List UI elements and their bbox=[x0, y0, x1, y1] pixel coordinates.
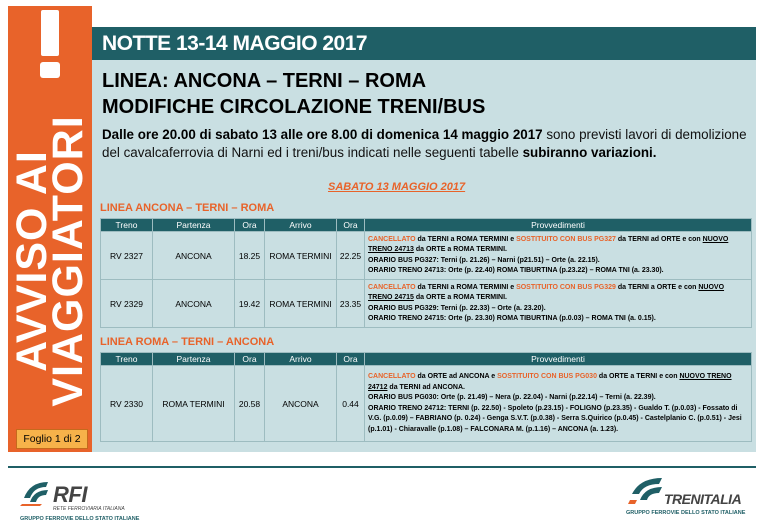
cell-treno: RV 2329 bbox=[101, 280, 153, 328]
sidebar bbox=[8, 6, 92, 452]
table-row bbox=[101, 280, 752, 328]
col-header: Ora bbox=[337, 219, 365, 232]
rfi-logo-icon bbox=[20, 478, 50, 506]
cell-provvedimenti: CANCELLATO da TERNI a ROMA TERMINI e SOSTITUITO CON BUS PG329 da TERNI a ORTE e con NUOVO TRENO 24715 da ORTE a ROMA TERMINI. ORARIO BUS PG329: Terni (p. 22.33) – Orte (a. 23.20). ORARIO TRENO 24715: Orte (p. 23.30) ROMA TIBURTINA (p.0.03) – ROMA TNI (a. 0.15). bbox=[365, 280, 752, 328]
intro-bold: Dalle ore 20.00 di sabato 13 alle ore 8.00 di domenica 14 maggio 2017 bbox=[102, 127, 543, 142]
exclamation-icon bbox=[38, 10, 62, 78]
table-header-row bbox=[101, 353, 752, 366]
cell-treno: RV 2327 bbox=[101, 232, 153, 280]
cell-provvedimenti: CANCELLATO da TERNI a ROMA TERMINI e SOSTITUITO CON BUS PG327 da TERNI ad ORTE e con NUOVO TRENO 24713 da ORTE a ROMA TERMINI. ORARIO BUS PG327: Terni (p. 21.26) – Narni (p21.51) – Orte (a. 22.15). ORARIO TRENO 24713: Orte (p. 22.40) ROMA TIBURTINA (p.23.22) – ROMA TNI (a. 23.30). bbox=[365, 232, 752, 280]
intro-text1: sono previsti lavori di demolizione del cavalcaferrovia di Narni ed i treni/bus indicati nelle seguenti tabelle bbox=[102, 127, 747, 160]
header-band bbox=[92, 27, 756, 60]
cell-ora-arrivo: 23.35 bbox=[337, 280, 365, 328]
line-title-block bbox=[102, 68, 485, 120]
col-header: Provvedimenti bbox=[365, 353, 752, 366]
section2-title: LINEA ROMA – TERNI – ANCONA bbox=[100, 336, 275, 348]
footer-divider bbox=[8, 466, 756, 468]
cell-ora-partenza: 20.58 bbox=[235, 366, 265, 442]
cell-ora-arrivo: 0.44 bbox=[337, 366, 365, 442]
cell-partenza: ANCONA bbox=[153, 280, 235, 328]
vertical-line2: VIAGGIATORI bbox=[44, 115, 92, 407]
main-panel bbox=[92, 60, 756, 452]
col-header: Treno bbox=[101, 219, 153, 232]
col-header: Provvedimenti bbox=[365, 219, 752, 232]
table-row bbox=[101, 366, 752, 442]
rfi-name: RFI bbox=[53, 482, 87, 507]
section2-table bbox=[100, 352, 752, 442]
rfi-subtitle: RETE FERROVIARIA ITALIANA bbox=[53, 506, 125, 512]
cell-partenza: ROMA TERMINI bbox=[153, 366, 235, 442]
cell-ora-partenza: 19.42 bbox=[235, 280, 265, 328]
alert-box bbox=[8, 6, 92, 82]
col-header: Ora bbox=[235, 219, 265, 232]
intro-bold2: subiranno variazioni. bbox=[522, 144, 657, 160]
col-header: Treno bbox=[101, 353, 153, 366]
vertical-notice bbox=[8, 96, 92, 426]
cell-arrivo: ANCONA bbox=[265, 366, 337, 442]
col-header: Arrivo bbox=[265, 353, 337, 366]
date-subtitle: SABATO 13 MAGGIO 2017 bbox=[328, 181, 466, 193]
trenitalia-group: GRUPPO FERROVIE DELLO STATO ITALIANE bbox=[626, 510, 746, 516]
col-header: Partenza bbox=[153, 219, 235, 232]
trenitalia-logo-icon bbox=[628, 476, 664, 504]
date-title: NOTTE 13-14 MAGGIO 2017 bbox=[102, 32, 368, 55]
table-row bbox=[101, 232, 752, 280]
line-title: LINEA: ANCONA – TERNI – ROMA bbox=[102, 70, 427, 92]
col-header: Ora bbox=[337, 353, 365, 366]
cell-arrivo: ROMA TERMINI bbox=[265, 232, 337, 280]
trenitalia-name: TRENITALIA bbox=[664, 491, 742, 507]
vertical-line1: AVVISO AI bbox=[8, 150, 56, 372]
cell-partenza: ANCONA bbox=[153, 232, 235, 280]
cell-treno: RV 2330 bbox=[101, 366, 153, 442]
section1-title: LINEA ANCONA – TERNI – ROMA bbox=[100, 202, 275, 214]
col-header: Arrivo bbox=[265, 219, 337, 232]
col-header: Ora bbox=[235, 353, 265, 366]
intro-text bbox=[102, 126, 747, 161]
subtitle: MODIFICHE CIRCOLAZIONE TRENI/BUS bbox=[102, 96, 486, 118]
page-info: Foglio 1 di 2 bbox=[16, 429, 88, 449]
cell-ora-arrivo: 22.25 bbox=[337, 232, 365, 280]
cell-ora-partenza: 18.25 bbox=[235, 232, 265, 280]
col-header: Partenza bbox=[153, 353, 235, 366]
rfi-group: GRUPPO FERROVIE DELLO STATO ITALIANE bbox=[20, 516, 140, 522]
cell-arrivo: ROMA TERMINI bbox=[265, 280, 337, 328]
section1-table bbox=[100, 218, 752, 328]
table-header-row bbox=[101, 219, 752, 232]
cell-provvedimenti: CANCELLATO da ORTE ad ANCONA e SOSTITUITO CON BUS PG030 da ORTE a TERNI e con NUOVO TRENO 24712 da TERNI ad ANCONA. ORARIO BUS PG030: Orte (p. 21.49) – Nera (p. 22.04) - Narni (p.22.14) – Terni (a. 22.39). ORARIO TRENO 24712: TERNI (p. 22.50) - Spoleto (p.23.15) - FOLIGNO (p.23.35) - Gualdo T. (p.0.03) - Fossato di V.G. (p.0.09) – FABRIANO (p. 0.24) - Genga S.V.T. (p.0.38) - Serra S.Quirico (p.0.45) - Castelplanio C. (p.0.51) - Jesi (p.1.01) - Chiaravalle (p.1.08) – FALCONARA M. (p.1.16) – ANCONA (a. 1.23). bbox=[365, 366, 752, 442]
